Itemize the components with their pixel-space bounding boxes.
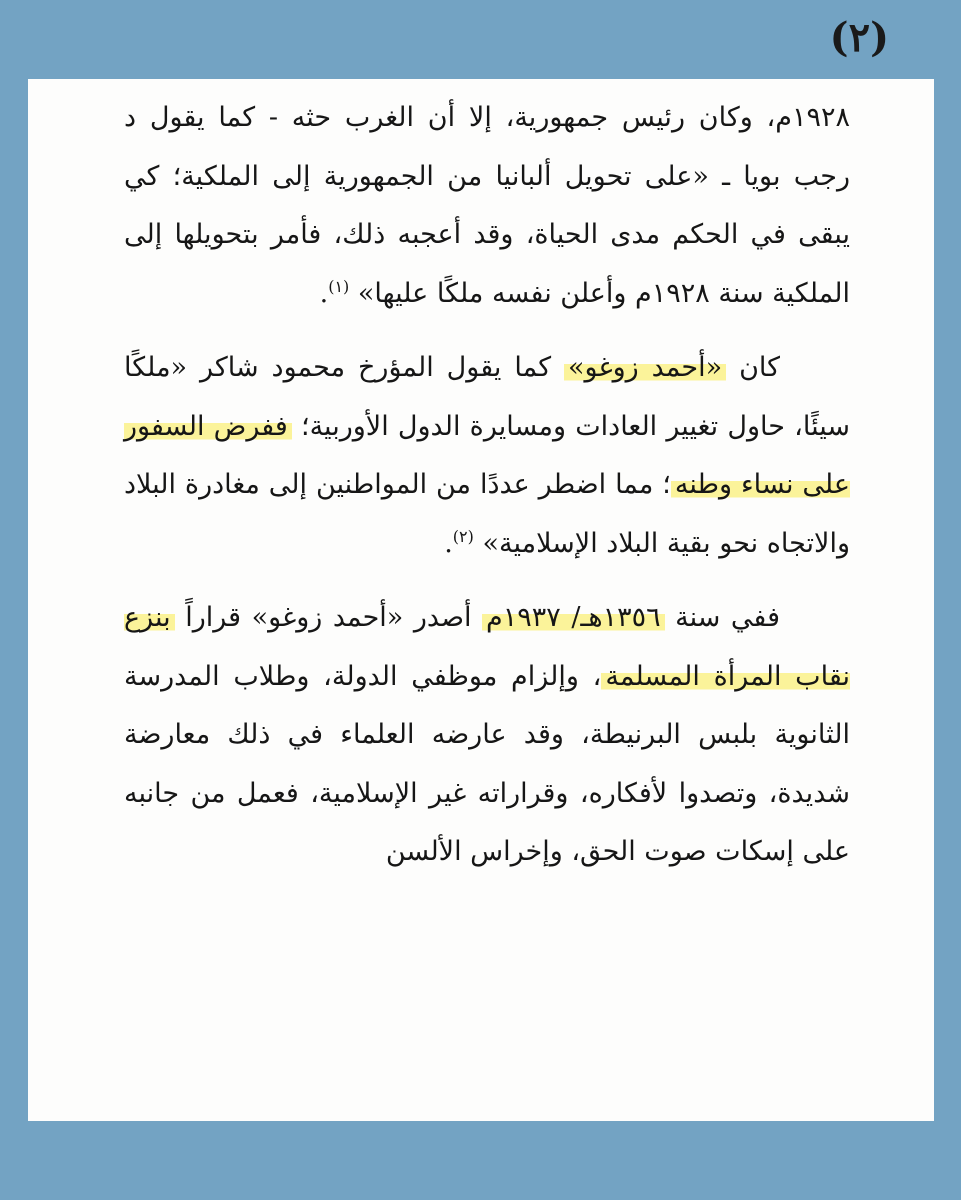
page-text: [124, 89, 850, 882]
paragraph-2-text-a: كان: [726, 352, 780, 383]
page-number: (٢): [829, 14, 889, 61]
paragraph-3: [124, 589, 850, 882]
footnote-ref-1: (١): [328, 276, 350, 296]
paragraph-3-text-c: ، وإلزام موظفي الدولة، وطلاب المدرسة الثانوية بلبس البرنيطة، وقد عارضه العلماء في ذلك معارضة شديدة، وتصدوا لأفكاره، وقراراته غير الإسلامية، فعمل من جانبه على إسكات صوت الحق، وإخراس الألسن: [124, 660, 850, 867]
paragraph-2-text-b: كما يقول المؤرخ محمود شاكر «ملكًا سيئًا، حاول تغيير العادات ومسايرة الدول الأوربية؛: [124, 352, 850, 442]
paragraph-3-text-b: أصدر «أحمد زوغو» قراراً: [174, 602, 483, 633]
paragraph-2: [124, 339, 850, 573]
paragraph-1: [124, 89, 850, 323]
footnote-ref-2: (٢): [452, 526, 474, 546]
highlight-niqab: بنزع نقاب المرأة المسلمة: [124, 602, 851, 692]
book-page: [28, 79, 934, 1121]
paragraph-1-text: ١٩٢٨م، وكان رئيس جمهورية، إلا أن الغرب حثه - كما يقول د رجب بويا ـ «على تحويل ألبانيا من الجمهورية إلى الملكية؛ كي يبقى في الحكم مدى الحياة، وقد أعجبه ذلك، فأمر بتحويلها إلى الملكية سنة ١٩٢٨م وأعلن نفسه ملكًا عليها»: [124, 102, 850, 309]
paragraph-1-end: .: [319, 277, 329, 309]
highlight-unveiling: ففرض السفور على نساء وطنه: [124, 410, 850, 500]
paragraph-2-end: .: [444, 527, 453, 559]
highlight-date: ١٣٥٦هـ/ ١٩٣٧م: [482, 602, 665, 633]
paragraph-3-text-a: ففي سنة: [664, 602, 780, 633]
paragraph-2-text-c: ؛ مما اضطر عددًا من المواطنين إلى مغادرة البلاد والاتجاه نحو بقية البلاد الإسلامية»: [124, 469, 850, 559]
highlight-name: «أحمد زوغو»: [564, 352, 726, 383]
